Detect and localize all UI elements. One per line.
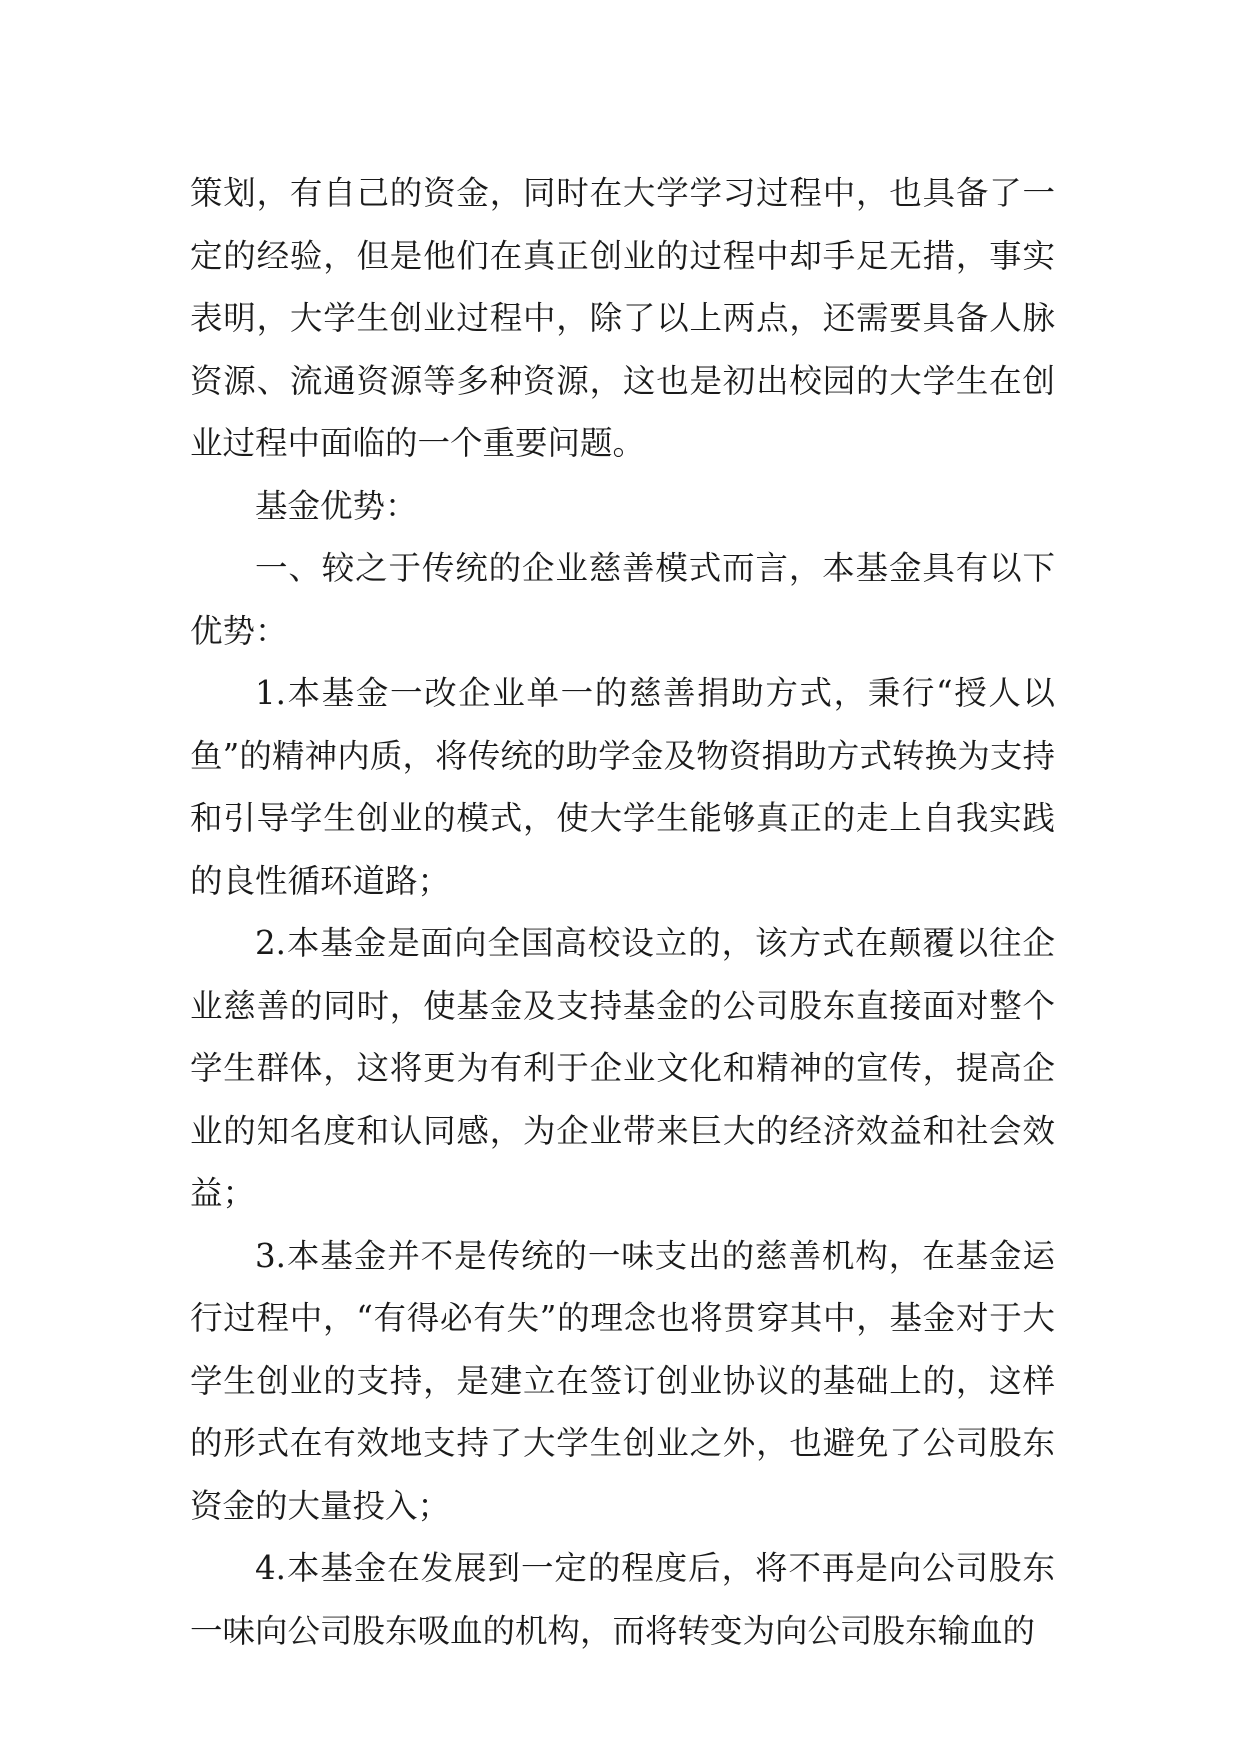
paragraph-point-1: 1.本基金一改企业单一的慈善捐助方式，秉行“授人以鱼”的精神内质，将传统的助学金及物资捐助方式转换为支持和引导学生创业的模式，使大学生能够真正的走上自我实践的良性循环道路； [190, 674, 1055, 900]
paragraph-point-3: 3.本基金并不是传统的一味支出的慈善机构，在基金运行过程中，“有得必有失”的理念也将贯穿其中，基金对于大学生创业的支持，是建立在签订创业协议的基础上的，这样的形式在有效地支持了大学生创业之外，也避免了公司股东资金的大量投入； [190, 1236, 1055, 1525]
paragraph-point-2: 2.本基金是面向全国高校设立的，该方式在颠覆以往企业慈善的同时，使基金及支持基金的公司股东直接面对整个学生群体，这将更为有利于企业文化和精神的宣传，提高企业的知名度和认同感，为企业带来巨大的经济效益和社会效益； [190, 924, 1055, 1212]
paragraph-point-4: 4.本基金在发展到一定的程度后，将不再是向公司股东一味向公司股东吸血的机构，而将转变为向公司股东输血的 [190, 1549, 1055, 1650]
paragraph-heading-fund-advantages: 基金优势： [255, 486, 418, 525]
document-body [190, 162, 1055, 1662]
paragraph-continuation: 策划，有自己的资金，同时在大学学习过程中，也具备了一定的经验，但是他们在真正创业的过程中却手足无措，事实表明，大学生创业过程中，除了以上两点，还需要具备人脉资源、流通资源等多种资源，这也是初出校园的大学生在创业过程中面临的一个重要问题。 [190, 174, 1055, 462]
paragraph-section-one: 一、较之于传统的企业慈善模式而言，本基金具有以下优势： [190, 549, 1055, 650]
